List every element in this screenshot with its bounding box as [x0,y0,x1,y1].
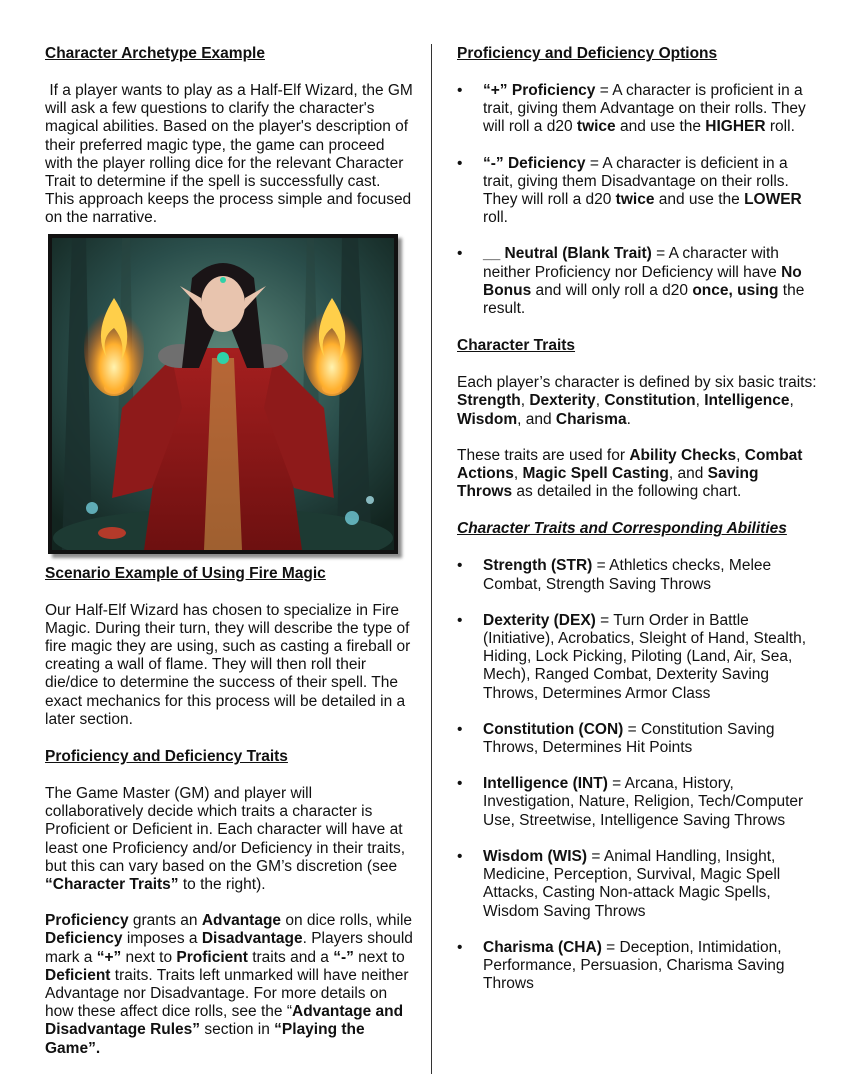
paragraph-trait-uses: These traits are used for Ability Checks, Combat Actions, Magic Spell Casting, and Saving Throws as detailed in the following chart. [457,446,803,501]
heading-proficiency-deficiency-traits: Proficiency and Deficiency Traits [45,748,288,766]
list-item-intelligence: • Intelligence (INT) = Arcana, History, Investigation, Nature, Religion, Tech/Computer Use, Streetwise, Intelligence Saving Throws [457,775,804,829]
paragraph-traits-collab: The Game Master (GM) and player will collaboratively decide which traits a character is Proficient or Deficient in. Each character will have at least one Proficiency and/or Deficiency in their traits, but this can vary based on the GM’s discretion (see “Character Traits” to the right). [45,785,406,894]
elf-wizard-fire-illustration [52,238,394,550]
paragraph-proficiency-rules: Proficiency grants an Advantage on dice rolls, while Deficiency imposes a Disadvantage. Players should mark a “+” next to Proficient traits and a “-” next to Deficient traits. Traits left unmarked will have neither Advantage nor Disadvantage. For more details on how these affect dice rolls, see the “Advantage and Disadvantage Rules” section in “Playing the Game”. [45,912,413,1057]
left-column [45,44,418,1058]
heading-proficiency-options: Proficiency and Deficiency Options [457,45,718,62]
list-item-wisdom: • Wisdom (WIS) = Animal Handling, Insight, Medicine, Perception, Survival, Magic Spell Attacks, Casting Non-attack Magic Spells, Wisdom Saving Throws [457,847,781,920]
right-column [457,44,817,1011]
traits-list [457,557,817,993]
paragraph-archetype: If a player wants to play as a Half-Elf Wizard, the GM will ask a few questions to clarify the character's magical abilities. Based on the player's description of their preferred magic type, the game can proceed with the player rolling dice for the relevant Character Trait to determine if the spell is successfully cast. This approach keeps the process simple and focused on the narrative. [45,82,418,227]
options-list [457,82,817,318]
list-item-neutral: • __ Neutral (Blank Trait) = A character with neither Proficiency nor Deficiency will have No Bonus and will only roll a d20 once, using the result. [457,245,805,318]
paragraph-six-traits: Each player’s character is defined by six basic traits: Strength, Dexterity, Constitution, Intelligence, Wisdom, and Charisma. [457,374,817,428]
list-item-strength: • Strength (STR) = Athletics checks, Melee Combat, Strength Saving Throws [457,557,772,593]
list-item-dexterity: • Dexterity (DEX) = Turn Order in Battle (Initiative), Acrobatics, Sleight of Hand, Stealth, Hiding, Lock Picking, Piloting (Land, Air, Sea, Mech), Ranged Combat, Dexterity Saving Throws, Determines Armor Class [457,611,807,702]
paragraph-scenario: Our Half-Elf Wizard has chosen to specialize in Fire Magic. During their turn, they will describe the type of fire magic they are using, such as casting a fireball or creating a wall of flame. They will then roll their die/dice to determine the success of their spell. The exact mechanics for this process will be detailed in a later section. [45,601,411,728]
list-item-charisma: • Charisma (CHA) = Deception, Intimidation, Performance, Persuasion, Charisma Saving Throws [457,938,785,993]
heading-traits-abilities: Character Traits and Corresponding Abilities [457,520,787,538]
column-divider [431,44,432,1074]
heading-scenario-fire-magic: Scenario Example of Using Fire Magic [45,564,326,582]
list-item-proficiency: • “+” Proficiency = A character is proficient in a trait, giving them Advantage on their rolls. They will roll a d20 twice and use the HIGHER roll. [457,82,806,136]
elf-wizard-image [48,234,398,554]
heading-character-archetype: Character Archetype Example [45,45,265,62]
heading-character-traits: Character Traits [457,337,576,355]
list-item-deficiency: • “-” Deficiency = A character is deficient in a trait, giving them Disadvantage on their rolls. They will roll a d20 twice and use the LOWER roll. [457,154,802,227]
list-item-constitution: • Constitution (CON) = Constitution Saving Throws, Determines Hit Points [457,720,775,757]
